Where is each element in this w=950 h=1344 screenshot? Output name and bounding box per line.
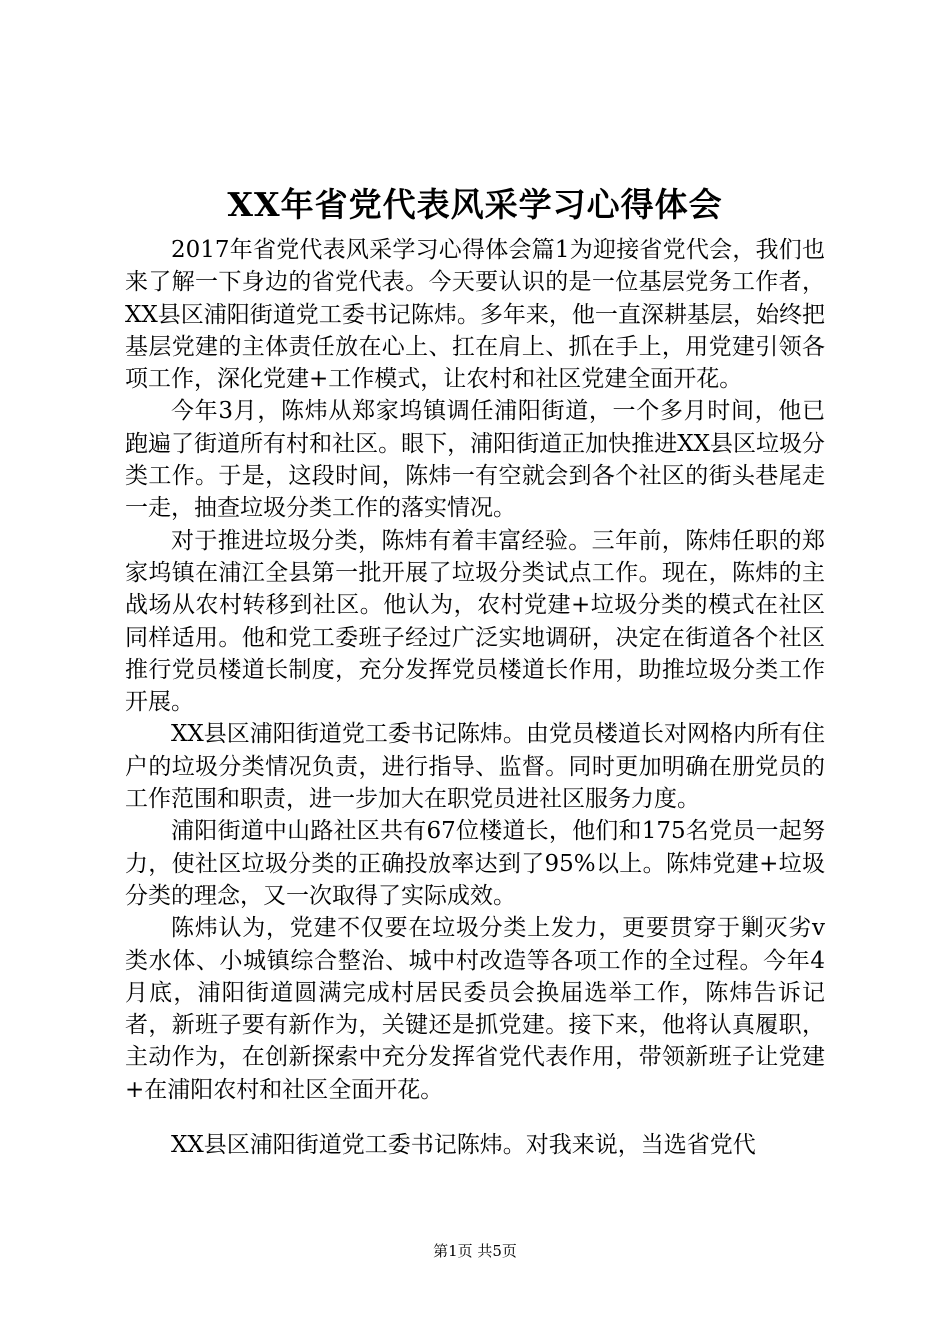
document-body [125, 234, 825, 1161]
paragraph-7: XX县区浦阳街道党工委书记陈炜。对我来说，当选省党代 [171, 1132, 756, 1159]
paragraph-5: 浦阳街道中山路社区共有67位楼道长，他们和175名党员一起努力，使社区垃圾分类的正确投放率达到了95%以上。陈炜党建+垃圾分类的理念，又一次取得了实际成效。 [125, 818, 825, 909]
paragraph-1: 2017年省党代表风采学习心得体会篇1为迎接省党代会，我们也来了解一下身边的省党代表。今天要认识的是一位基层党务工作者，XX县区浦阳街道党工委书记陈炜。多年来，他一直深耕基层，始终把基层党建的主体责任放在心上、扛在肩上、抓在手上，用党建引领各项工作，深化党建+工作模式，让农村和社区党建全面开花。 [125, 237, 825, 393]
paragraph-2: 今年3月，陈炜从郑家坞镇调任浦阳街道，一个多月时间，他已跑遍了街道所有村和社区。眼下，浦阳街道正加快推进XX县区垃圾分类工作。于是，这段时间，陈炜一有空就会到各个社区的街头巷尾走一走，抽查垃圾分类工作的落实情况。 [125, 398, 825, 522]
page-footer: 第1页 共5页 [433, 1242, 517, 1260]
paragraph-3: 对于推进垃圾分类，陈炜有着丰富经验。三年前，陈炜任职的郑家坞镇在浦江全县第一批开展了垃圾分类试点工作。现在，陈炜的主战场从农村转移到社区。他认为，农村党建+垃圾分类的模式在社区同样适用。他和党工委班子经过广泛实地调研，决定在街道各个社区推行党员楼道长制度，充分发挥党员楼道长作用，助推垃圾分类工作开展。 [125, 527, 825, 716]
paragraph-6: 陈炜认为，党建不仅要在垃圾分类上发力，更要贯穿于剿灭劣v类水体、小城镇综合整治、城中村改造等各项工作的全过程。今年4月底，浦阳街道圆满完成村居民委员会换届选举工作，陈炜告诉记者，新班子要有新作为，关键还是抓党建。接下来，他将认真履职，主动作为，在创新探索中充分发挥省党代表作用，带领新班子让党建+在浦阳农村和社区全面开花。 [125, 915, 825, 1103]
paragraph-4: XX县区浦阳街道党工委书记陈炜。由党员楼道长对网格内所有住户的垃圾分类情况负责，进行指导、监督。同时更加明确在册党员的工作范围和职责，进一步加大在职党员进社区服务力度。 [125, 721, 825, 813]
document-title: XX年省党代表风采学习心得体会 [227, 185, 723, 224]
